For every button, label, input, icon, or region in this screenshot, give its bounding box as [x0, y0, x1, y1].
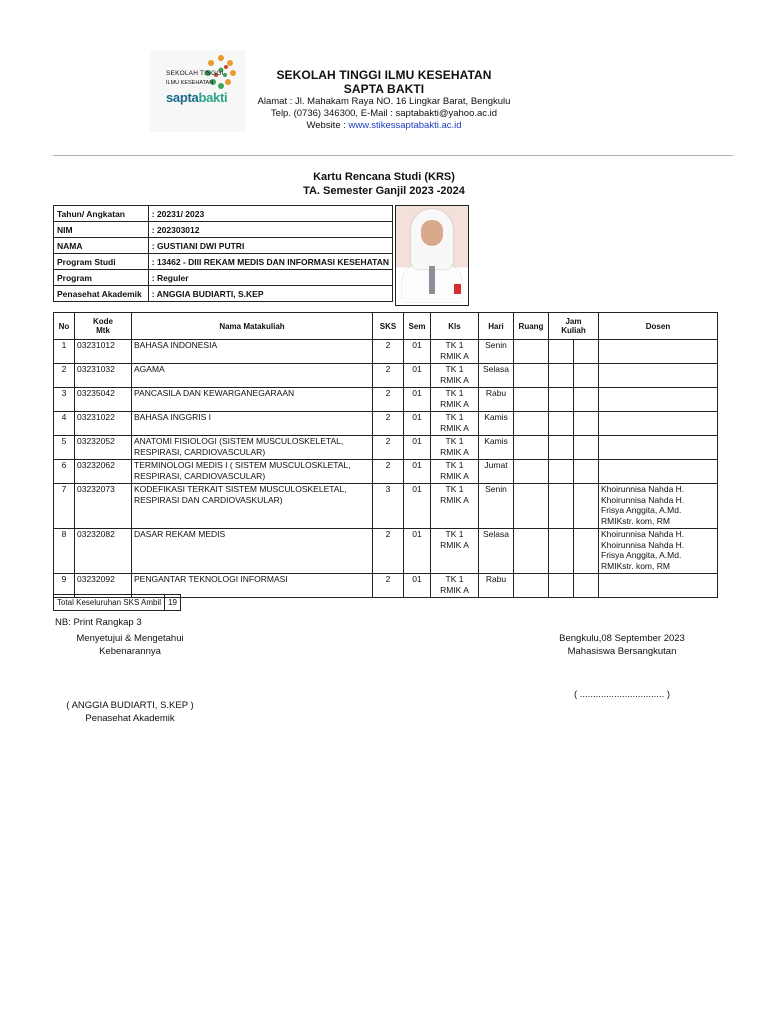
- title-line2: TA. Semester Ganjil 2023 -2024: [303, 185, 465, 197]
- col-kode-line2: Mtk: [96, 326, 110, 335]
- cell-kls: [431, 460, 479, 484]
- cell-kls: [431, 436, 479, 460]
- dosen-name: RMIKstr. kom, RM: [601, 560, 670, 571]
- cell-nama: [132, 388, 373, 412]
- cell-jam-end: [574, 388, 599, 412]
- cell-nama: [132, 412, 373, 436]
- kls-line1: TK 1: [445, 388, 464, 398]
- cell-dosen: [599, 436, 718, 460]
- kls-line2: RMIK A: [440, 539, 469, 550]
- col-no: No: [54, 313, 75, 340]
- nama-line2: RESPIRASI DAN CARDIOVASKULAR): [134, 494, 283, 505]
- cell-jam-end: [574, 460, 599, 484]
- course-row: [54, 460, 718, 484]
- kls-line2: RMIK A: [440, 494, 469, 505]
- institution-contact: Telp. (0736) 346300, E-Mail : saptabakti@yahoo.ac.id: [270, 108, 498, 119]
- cell-kode: 03235042: [75, 388, 132, 412]
- col-kode: [75, 313, 132, 340]
- cell-kode: 03232062: [75, 460, 132, 484]
- kls-line1: TK 1: [445, 574, 464, 584]
- cell-no: 6: [54, 460, 75, 484]
- kls-line2: RMIK A: [440, 584, 469, 595]
- print-note: NB: Print Rangkap 3: [55, 617, 142, 628]
- kls-line1: TK 1: [445, 436, 464, 446]
- cell-ruang: [514, 529, 549, 574]
- cell-nama: [132, 436, 373, 460]
- student-signature: [530, 688, 714, 701]
- cell-jam-start: [549, 412, 574, 436]
- cell-dosen: [599, 484, 718, 529]
- info-value: : 202303012: [148, 222, 392, 238]
- approval-block: [55, 632, 205, 658]
- cell-hari: Kamis: [479, 436, 514, 460]
- cell-jam-start: [549, 529, 574, 574]
- info-row: [54, 206, 393, 222]
- kls-line1: TK 1: [445, 364, 464, 374]
- col-kls: Kls: [431, 313, 479, 340]
- dosen-name: Khoirunnisa Nahda H.: [601, 484, 685, 494]
- cell-ruang: [514, 574, 549, 598]
- cell-jam-start: [549, 340, 574, 364]
- cell-kls: [431, 529, 479, 574]
- info-label: NAMA: [54, 238, 149, 254]
- header-divider: [53, 155, 733, 156]
- nama-line2: RESPIRASI, CARDIOVASCULAR): [134, 446, 266, 457]
- info-row: [54, 254, 393, 270]
- course-table: [53, 312, 718, 598]
- cell-ruang: [514, 412, 549, 436]
- logo-text-line2: ILMU KESEHATAN: [166, 80, 214, 86]
- cell-hari: Selasa: [479, 364, 514, 388]
- total-sks-value: 19: [165, 595, 181, 611]
- nama-line1: DASAR REKAM MEDIS: [134, 529, 226, 539]
- course-row: [54, 412, 718, 436]
- institution-logo: [150, 50, 245, 132]
- cell-sem: 01: [404, 574, 431, 598]
- dosen-name: Khoirunnisa Nahda H.: [601, 529, 685, 539]
- cell-jam-start: [549, 388, 574, 412]
- cell-sks: 2: [373, 574, 404, 598]
- col-dosen: Dosen: [599, 313, 718, 340]
- cell-nama: [132, 364, 373, 388]
- info-row: [54, 286, 393, 302]
- student-signature-name: ( ................................ ): [573, 689, 671, 700]
- dosen-name: RMIKstr. kom, RM: [601, 515, 670, 526]
- cell-no: 1: [54, 340, 75, 364]
- nama-line1: AGAMA: [134, 364, 165, 374]
- cell-dosen: [599, 364, 718, 388]
- title-line1: Kartu Rencana Studi (KRS): [313, 171, 455, 183]
- cell-sks: 3: [373, 484, 404, 529]
- cell-jam-start: [549, 436, 574, 460]
- col-sem: Sem: [404, 313, 431, 340]
- cell-sks: 2: [373, 412, 404, 436]
- cell-sks: 2: [373, 340, 404, 364]
- institution-website-line: [256, 120, 512, 132]
- advisor-signature: [40, 699, 220, 725]
- course-row: [54, 340, 718, 364]
- cell-dosen: [599, 340, 718, 364]
- col-sks: SKS: [373, 313, 404, 340]
- cell-nama: [132, 529, 373, 574]
- cell-sks: 2: [373, 436, 404, 460]
- cell-hari: Rabu: [479, 574, 514, 598]
- cell-dosen: [599, 388, 718, 412]
- cell-jam-end: [574, 364, 599, 388]
- cell-sem: 01: [404, 484, 431, 529]
- dosen-name: Frisya Anggita, A.Md.: [601, 505, 682, 515]
- cell-kls: [431, 574, 479, 598]
- info-row: [54, 238, 393, 254]
- cell-hari: Senin: [479, 340, 514, 364]
- cell-jam-end: [574, 574, 599, 598]
- cell-kode: 03231012: [75, 340, 132, 364]
- cell-nama: [132, 460, 373, 484]
- nama-line1: PENGANTAR TEKNOLOGI INFORMASI: [134, 574, 288, 584]
- cell-ruang: [514, 364, 549, 388]
- advisor-role: Penasehat Akademik: [85, 713, 175, 724]
- nama-line1: BAHASA INGGRIS I: [134, 412, 211, 422]
- logo-brand-a: sapta: [166, 90, 199, 105]
- place-date: Bengkulu,08 September 2023: [559, 633, 685, 644]
- cell-sem: 01: [404, 460, 431, 484]
- cell-sks: 2: [373, 460, 404, 484]
- cell-ruang: [514, 340, 549, 364]
- logo-brand: [166, 90, 227, 105]
- student-sign-label: Mahasiswa Bersangkutan: [567, 646, 677, 657]
- total-sks: [53, 594, 181, 611]
- cell-jam-start: [549, 574, 574, 598]
- course-table-header: [54, 313, 718, 340]
- nama-line1: KODEFIKASI TERKAIT SISTEM MUSCULOSKELETAL,: [134, 484, 347, 494]
- logo-brand-b: bakti: [198, 90, 228, 105]
- col-jam-line1: Jam: [565, 317, 582, 326]
- info-value: : 20231/ 2023: [148, 206, 392, 222]
- col-nama: Nama Matakuliah: [132, 313, 373, 340]
- col-jam: [549, 313, 599, 340]
- website-label: Website :: [306, 120, 349, 131]
- cell-kode: 03231032: [75, 364, 132, 388]
- kls-line2: RMIK A: [440, 398, 469, 409]
- cell-sem: 01: [404, 412, 431, 436]
- student-sign-block: [530, 632, 714, 658]
- cell-jam-start: [549, 484, 574, 529]
- info-value: : Reguler: [148, 270, 392, 286]
- cell-kode: 03232082: [75, 529, 132, 574]
- cell-jam-end: [574, 484, 599, 529]
- info-label: Program Studi: [54, 254, 149, 270]
- kls-line1: TK 1: [445, 412, 464, 422]
- cell-sks: 2: [373, 364, 404, 388]
- cell-no: 7: [54, 484, 75, 529]
- dosen-name: Khoirunnisa Nahda H.: [601, 539, 685, 550]
- cell-jam-end: [574, 340, 599, 364]
- cell-sem: 01: [404, 436, 431, 460]
- dosen-name: Frisya Anggita, A.Md.: [601, 550, 682, 560]
- cell-jam-end: [574, 436, 599, 460]
- cell-ruang: [514, 436, 549, 460]
- kls-line1: TK 1: [445, 484, 464, 494]
- student-info-table: [53, 205, 393, 302]
- student-photo: [395, 205, 469, 306]
- cell-ruang: [514, 460, 549, 484]
- kls-line2: RMIK A: [440, 470, 469, 481]
- cell-kode: 03232052: [75, 436, 132, 460]
- course-row: [54, 529, 718, 574]
- institution-name: SEKOLAH TINGGI ILMU KESEHATAN SAPTA BAKTI: [276, 68, 492, 96]
- col-ruang: Ruang: [514, 313, 549, 340]
- cell-sem: 01: [404, 388, 431, 412]
- info-label: Program: [54, 270, 149, 286]
- course-row: [54, 436, 718, 460]
- kls-line2: RMIK A: [440, 350, 469, 361]
- col-hari: Hari: [479, 313, 514, 340]
- cell-jam-start: [549, 460, 574, 484]
- cell-sem: 01: [404, 340, 431, 364]
- website-link[interactable]: www.stikessaptabakti.ac.id: [348, 120, 462, 131]
- kls-line2: RMIK A: [440, 422, 469, 433]
- total-sks-label: Total Keseluruhan SKS Ambil: [54, 595, 165, 611]
- cell-hari: Kamis: [479, 412, 514, 436]
- info-value: : ANGGIA BUDIARTI, S.KEP: [148, 286, 392, 302]
- info-label: Penasehat Akademik: [54, 286, 149, 302]
- approval-line2: Kebenarannya: [99, 646, 161, 657]
- cell-kls: [431, 484, 479, 529]
- info-label: Tahun/ Angkatan: [54, 206, 149, 222]
- course-row: [54, 364, 718, 388]
- cell-ruang: [514, 484, 549, 529]
- cell-jam-end: [574, 412, 599, 436]
- cell-ruang: [514, 388, 549, 412]
- kls-line1: TK 1: [445, 460, 464, 470]
- course-row: [54, 388, 718, 412]
- letterhead: [256, 68, 512, 132]
- cell-dosen: [599, 574, 718, 598]
- cell-kode: 03232092: [75, 574, 132, 598]
- dosen-name: Khoirunnisa Nahda H.: [601, 494, 685, 505]
- nama-line1: TERMINOLOGI MEDIS I ( SISTEM MUSCULOSKLETAL,: [134, 460, 351, 470]
- cell-sem: 01: [404, 364, 431, 388]
- nama-line2: RESPIRASI, CARDIOVASCULAR): [134, 470, 266, 481]
- cell-hari: Rabu: [479, 388, 514, 412]
- kls-line1: TK 1: [445, 529, 464, 539]
- cell-hari: Senin: [479, 484, 514, 529]
- cell-kode: 03231022: [75, 412, 132, 436]
- nama-line1: PANCASILA DAN KEWARGANEGARAAN: [134, 388, 295, 398]
- cell-dosen: [599, 460, 718, 484]
- cell-sem: 01: [404, 529, 431, 574]
- cell-no: 8: [54, 529, 75, 574]
- kls-line2: RMIK A: [440, 374, 469, 385]
- cell-kls: [431, 388, 479, 412]
- cell-kls: [431, 340, 479, 364]
- cell-dosen: [599, 412, 718, 436]
- cell-dosen: [599, 529, 718, 574]
- cell-no: 4: [54, 412, 75, 436]
- institution-address: Alamat : Jl. Mahakam Raya NO. 16 Lingkar Barat, Bengkulu: [257, 96, 511, 107]
- cell-jam-end: [574, 529, 599, 574]
- cell-no: 9: [54, 574, 75, 598]
- cell-nama: [132, 340, 373, 364]
- info-row: [54, 222, 393, 238]
- logo-text-line1: SEKOLAH TINGGI: [166, 70, 224, 77]
- cell-kls: [431, 412, 479, 436]
- cell-hari: Jumat: [479, 460, 514, 484]
- nama-line1: BAHASA INDONESIA: [134, 340, 218, 350]
- col-kode-line1: Kode: [93, 317, 113, 326]
- cell-no: 2: [54, 364, 75, 388]
- document-title: [0, 170, 768, 198]
- info-label: NIM: [54, 222, 149, 238]
- cell-hari: Selasa: [479, 529, 514, 574]
- cell-kode: 03232073: [75, 484, 132, 529]
- cell-jam-start: [549, 364, 574, 388]
- cell-nama: [132, 484, 373, 529]
- advisor-name: ( ANGGIA BUDIARTI, S.KEP ): [66, 700, 194, 711]
- info-row: [54, 270, 393, 286]
- course-row: [54, 484, 718, 529]
- cell-kls: [431, 364, 479, 388]
- kls-line2: RMIK A: [440, 446, 469, 457]
- col-jam-line2: Kuliah: [561, 326, 586, 335]
- approval-line1: Menyetujui & Mengetahui: [76, 633, 184, 644]
- cell-no: 5: [54, 436, 75, 460]
- cell-sks: 2: [373, 388, 404, 412]
- info-value: : 13462 - DIII REKAM MEDIS DAN INFORMASI KESEHATAN: [148, 254, 392, 270]
- kls-line1: TK 1: [445, 340, 464, 350]
- cell-no: 3: [54, 388, 75, 412]
- nama-line1: ANATOMI FISIOLOGI (SISTEM MUSCULOSKELETAL,: [134, 436, 344, 446]
- cell-sks: 2: [373, 529, 404, 574]
- info-value: : GUSTIANI DWI PUTRI: [148, 238, 392, 254]
